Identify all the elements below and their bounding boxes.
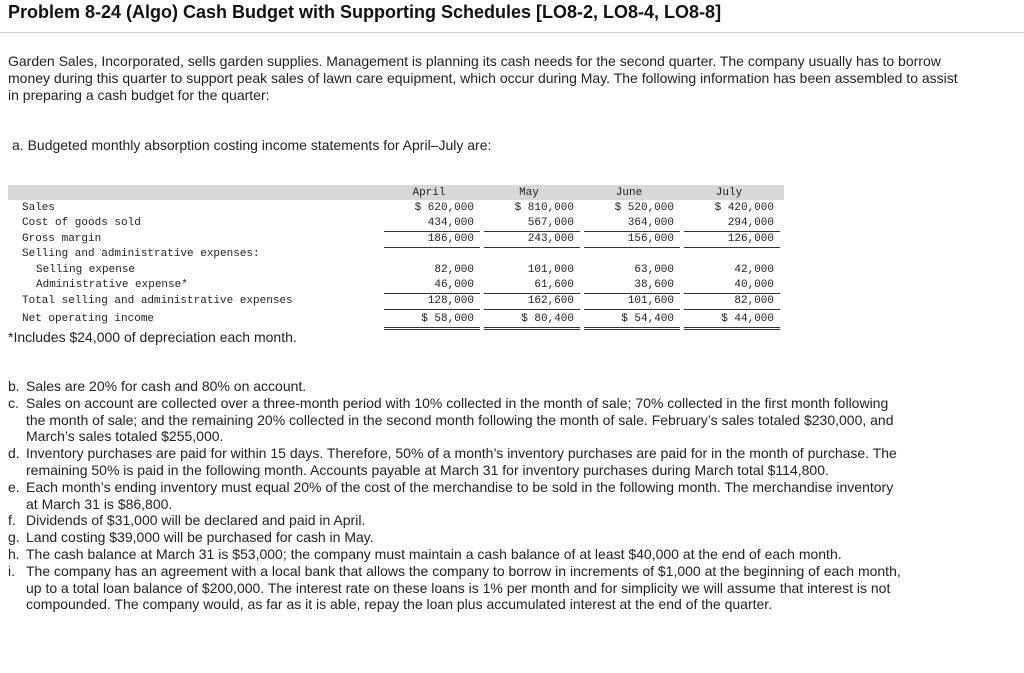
row-label-gross-margin: Gross margin xyxy=(22,233,102,245)
item-text: Land costing $39,000 will be purchased for cash in May. xyxy=(26,529,374,546)
cogs-april: 434,000 xyxy=(427,217,474,229)
list-item xyxy=(8,479,908,513)
double-underline xyxy=(584,327,680,330)
part-a-heading: a. Budgeted monthly absorption costing income statements for April–July are: xyxy=(12,137,492,153)
item-text: Dividends of $31,000 will be declared and paid in April. xyxy=(26,512,366,529)
item-letter: f. xyxy=(8,512,16,529)
row-label-admin-expense: Administrative expense* xyxy=(36,279,188,291)
sales-july: $ 420,000 xyxy=(714,202,774,214)
list-item xyxy=(8,546,908,563)
selling-june: 63,000 xyxy=(634,264,674,276)
row-label-selling-expense: Selling expense xyxy=(36,264,136,276)
noi-may: $ 80,400 xyxy=(521,313,574,325)
cogs-june: 364,000 xyxy=(627,217,674,229)
item-text: Inventory purchases are paid for within 15 days. Therefore, 50% of a month’s inventory purchases are paid for in the month of purchase. The remaining 50% is paid in the following month. Accounts payable at March 31 for inventory purchases during March total $114,800. xyxy=(26,445,897,478)
selling-may: 101,000 xyxy=(527,264,574,276)
underline xyxy=(384,309,480,310)
underline xyxy=(384,247,480,248)
column-header-june: June xyxy=(615,187,643,199)
income-statement-table xyxy=(8,185,784,330)
item-text: The company has an agreement with a local bank that allows the company to borrow in increments of $1,000 at the beginning of each month, up to a total loan balance of $200,000. The interest rate on these loans is 1% per month and for simplicity we will assume that interest is not compounded. The company would, as far as it is able, repay the loan plus accumulated interest at the end of the quarter. xyxy=(26,562,901,613)
item-letter: e. xyxy=(8,478,20,495)
total-sa-april: 128,000 xyxy=(427,295,474,307)
noi-june: $ 54,400 xyxy=(621,313,674,325)
item-letter: b. xyxy=(8,378,20,394)
list-item xyxy=(8,512,908,529)
item-letter: c. xyxy=(8,394,19,411)
list-item xyxy=(8,529,908,546)
total-sa-may: 162,600 xyxy=(527,295,574,307)
item-letter: h. xyxy=(8,545,20,562)
column-header-may: May xyxy=(519,187,539,199)
item-letter: d. xyxy=(8,445,20,462)
underline xyxy=(584,309,680,310)
double-underline xyxy=(484,327,580,330)
total-sa-july: 82,000 xyxy=(734,295,774,307)
underline xyxy=(684,247,780,248)
total-sa-june: 101,600 xyxy=(627,295,674,307)
column-header-april: April xyxy=(412,187,446,199)
admin-may: 61,600 xyxy=(534,279,574,291)
gross-margin-may: 243,000 xyxy=(527,233,574,245)
list-item xyxy=(8,445,908,479)
cogs-july: 294,000 xyxy=(727,217,774,229)
row-label-total-sa: Total selling and administrative expenses xyxy=(22,295,293,307)
admin-june: 38,600 xyxy=(634,279,674,291)
assumption-list xyxy=(8,378,908,613)
admin-april: 46,000 xyxy=(434,279,474,291)
double-underline xyxy=(684,327,780,330)
problem-title: Problem 8-24 (Algo) Cash Budget with Supporting Schedules [LO8-2, LO8-4, LO8-8] xyxy=(8,2,722,22)
noi-april: $ 58,000 xyxy=(421,313,474,325)
list-item xyxy=(8,395,908,445)
selling-april: 82,000 xyxy=(434,264,474,276)
gross-margin-april: 186,000 xyxy=(427,233,474,245)
admin-july: 40,000 xyxy=(734,279,774,291)
depreciation-footnote: *Includes $24,000 of depreciation each month. xyxy=(8,329,297,345)
underline xyxy=(584,247,680,248)
row-label-cogs: Cost of goods sold xyxy=(22,217,141,229)
sales-may: $ 810,000 xyxy=(514,202,574,214)
underline xyxy=(484,309,580,310)
row-label-net-operating-income: Net operating income xyxy=(22,313,155,325)
item-text: Sales are 20% for cash and 80% on account. xyxy=(26,378,307,394)
sales-june: $ 520,000 xyxy=(614,202,674,214)
underline xyxy=(484,247,580,248)
column-header-july: July xyxy=(715,187,743,199)
item-text: The cash balance at March 31 is $53,000; the company must maintain a cash balance of at least $40,000 at the end of each month. xyxy=(26,545,842,562)
row-label-sales: Sales xyxy=(22,202,56,214)
underline xyxy=(684,309,780,310)
sales-april: $ 620,000 xyxy=(414,202,474,214)
list-item xyxy=(8,378,908,395)
title-divider xyxy=(0,32,1024,33)
cogs-may: 567,000 xyxy=(527,217,574,229)
noi-july: $ 44,000 xyxy=(721,313,774,325)
row-label-sa-expenses: Selling and administrative expenses: xyxy=(22,248,260,260)
gross-margin-july: 126,000 xyxy=(727,233,774,245)
item-text: Sales on account are collected over a three-month period with 10% collected in the month of sale; 70% collected in the first month following the month of sale; and the remaining 20% collected in the second month following the month of sale. February’s sales totaled $230,000, and March’s sales totaled $255,000. xyxy=(26,394,894,445)
double-underline xyxy=(384,327,480,330)
list-item xyxy=(8,563,908,613)
selling-july: 42,000 xyxy=(734,264,774,276)
intro-paragraph: Garden Sales, Incorporated, sells garden supplies. Management is planning its cash needs for the second quarter. The company usually has to borrow money during this quarter to support peak sales of lawn care equipment, which occur during May. The following information has been assembled to assist in preparing a cash budget for the quarter: xyxy=(8,53,958,103)
gross-margin-june: 156,000 xyxy=(627,233,674,245)
item-letter: i. xyxy=(8,562,15,579)
item-text: Each month’s ending inventory must equal 20% of the cost of the merchandise to be sold in the following month. The merchandise inventory at March 31 is $86,800. xyxy=(26,478,894,512)
item-letter: g. xyxy=(8,529,20,546)
